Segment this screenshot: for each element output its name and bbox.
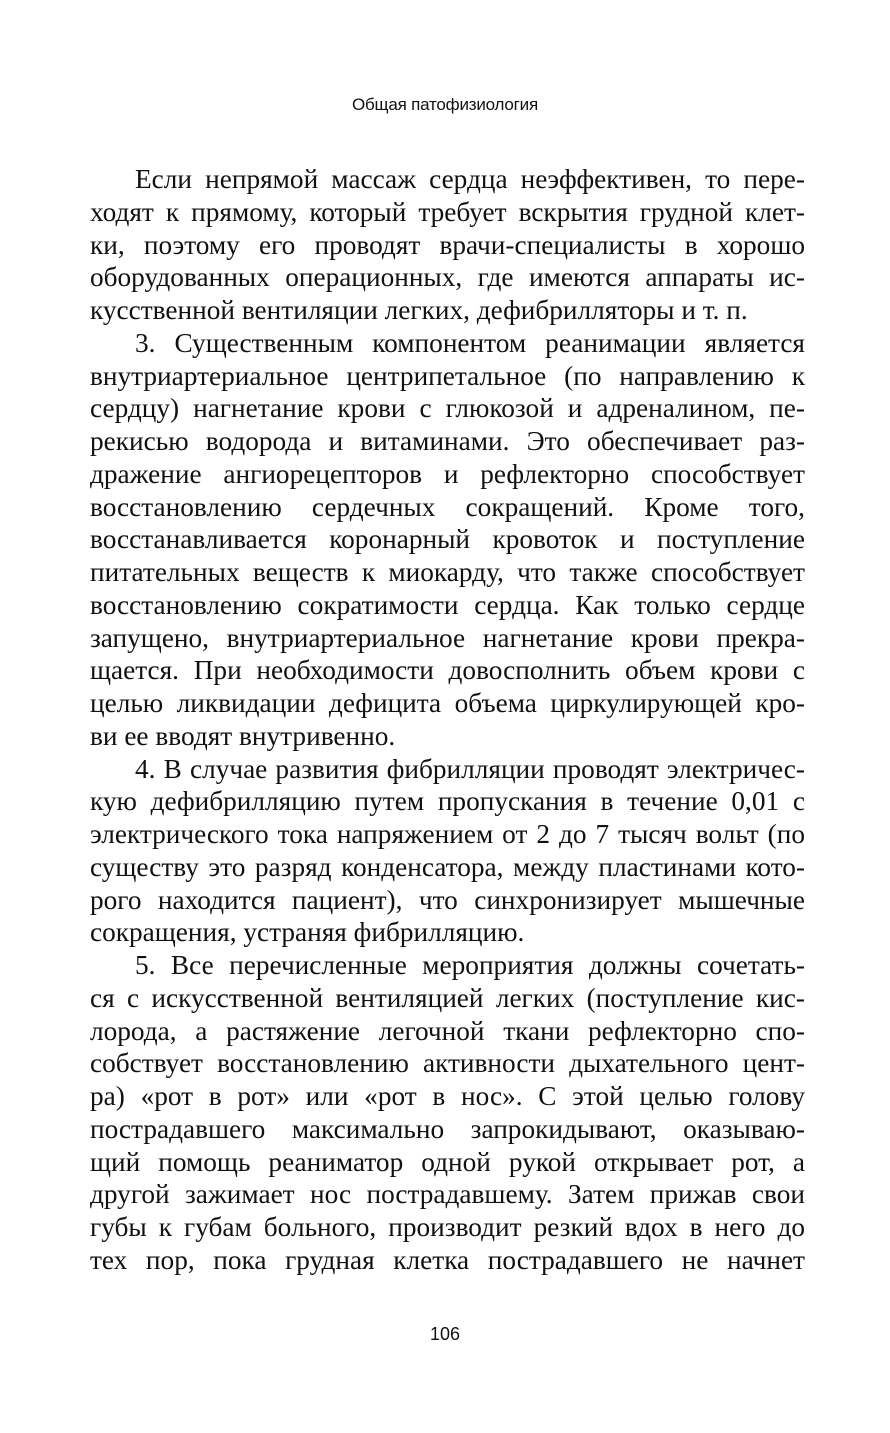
text-line: сокращения, устраняя фибрилляцию. [90, 917, 525, 948]
text-line: щается. При необходимости довосполнить объем крови с [90, 655, 805, 686]
text-line: тех пор, пока грудная клетка пострадавшего не начнет [90, 1244, 805, 1275]
body-text [90, 163, 805, 1277]
paragraph [90, 753, 805, 950]
text-line: лорода, а растяжение легочной ткани рефлекторно спо- [90, 1015, 805, 1046]
text-line: кую дефибрилляцию путем пропускания в течение 0,01 с [90, 786, 805, 817]
text-line: собствует восстановлению активности дыхательного цент- [90, 1048, 805, 1079]
text-line: восстанавливается коронарный кровоток и поступление [90, 524, 805, 555]
paragraph [90, 327, 805, 753]
text-line: восстановлению сократимости сердца. Как только сердце [90, 589, 805, 620]
text-line: рого находится пациент), что синхронизирует мышечные [90, 884, 805, 915]
text-line: восстановлению сердечных сокращений. Кроме того, [90, 491, 805, 522]
text-line: пострадавшего максимально запрокидывают, оказываю- [90, 1113, 805, 1144]
text-line: ся с искусственной вентиляцией легких (поступление кис- [90, 982, 805, 1013]
text-line: питательных веществ к миокарду, что также способствует [90, 557, 805, 587]
text-line: дражение ангиорецепторов и рефлекторно способствует [90, 458, 805, 489]
paragraph [90, 949, 805, 1277]
page-number: 106 [429, 1324, 461, 1344]
text-line: сердцу) нагнетание крови с глюкозой и адреналином, пе- [90, 393, 805, 424]
text-line: 3. Существенным компонентом реанимации является [135, 327, 805, 358]
text-line: рекисью водорода и витаминами. Это обеспечивает раз- [90, 426, 805, 456]
text-line: целью ликвидации дефицита объема циркулирующей кро- [90, 688, 805, 718]
running-head: Общая патофизиология [352, 95, 538, 114]
text-line: оборудованных операционных, где имеются аппараты ис- [90, 262, 805, 293]
text-line: ра) «рот в рот» или «рот в нос». С этой целью голову [90, 1081, 805, 1111]
text-line: губы к губам больного, производит резкий вдох в него до [90, 1212, 805, 1242]
text-line: ки, поэтому его проводят врачи-специалисты в хорошо [90, 229, 805, 260]
text-line: 5. Все перечисленные мероприятия должны сочетать- [135, 950, 805, 980]
text-line: существу это разряд конденсатора, между пластинами кото- [90, 851, 805, 882]
text-line: ходят к прямому, который требует вскрытия грудной клет- [90, 196, 805, 227]
paragraph [90, 163, 805, 327]
text-line: внутриартериальное центрипетальное (по направлению к [90, 360, 805, 391]
text-line: Если непрямой массаж сердца неэффективен, то пере- [135, 164, 805, 194]
text-line: кусственной вентиляции легких, дефибрилляторы и т. п. [90, 295, 748, 325]
text-line: ви ее вводят внутривенно. [90, 720, 396, 751]
text-line: 4. В случае развития фибрилляции проводят электричес- [135, 753, 805, 784]
text-line: запущено, внутриартериальное нагнетание крови прекра- [90, 622, 805, 653]
text-line: другой зажимает нос пострадавшему. Затем прижав свои [90, 1179, 805, 1210]
text-line: щий помощь реаниматор одной рукой открывает рот, а [90, 1146, 805, 1177]
text-line: электрического тока напряжением от 2 до 7 тысяч вольт (по [90, 819, 805, 849]
